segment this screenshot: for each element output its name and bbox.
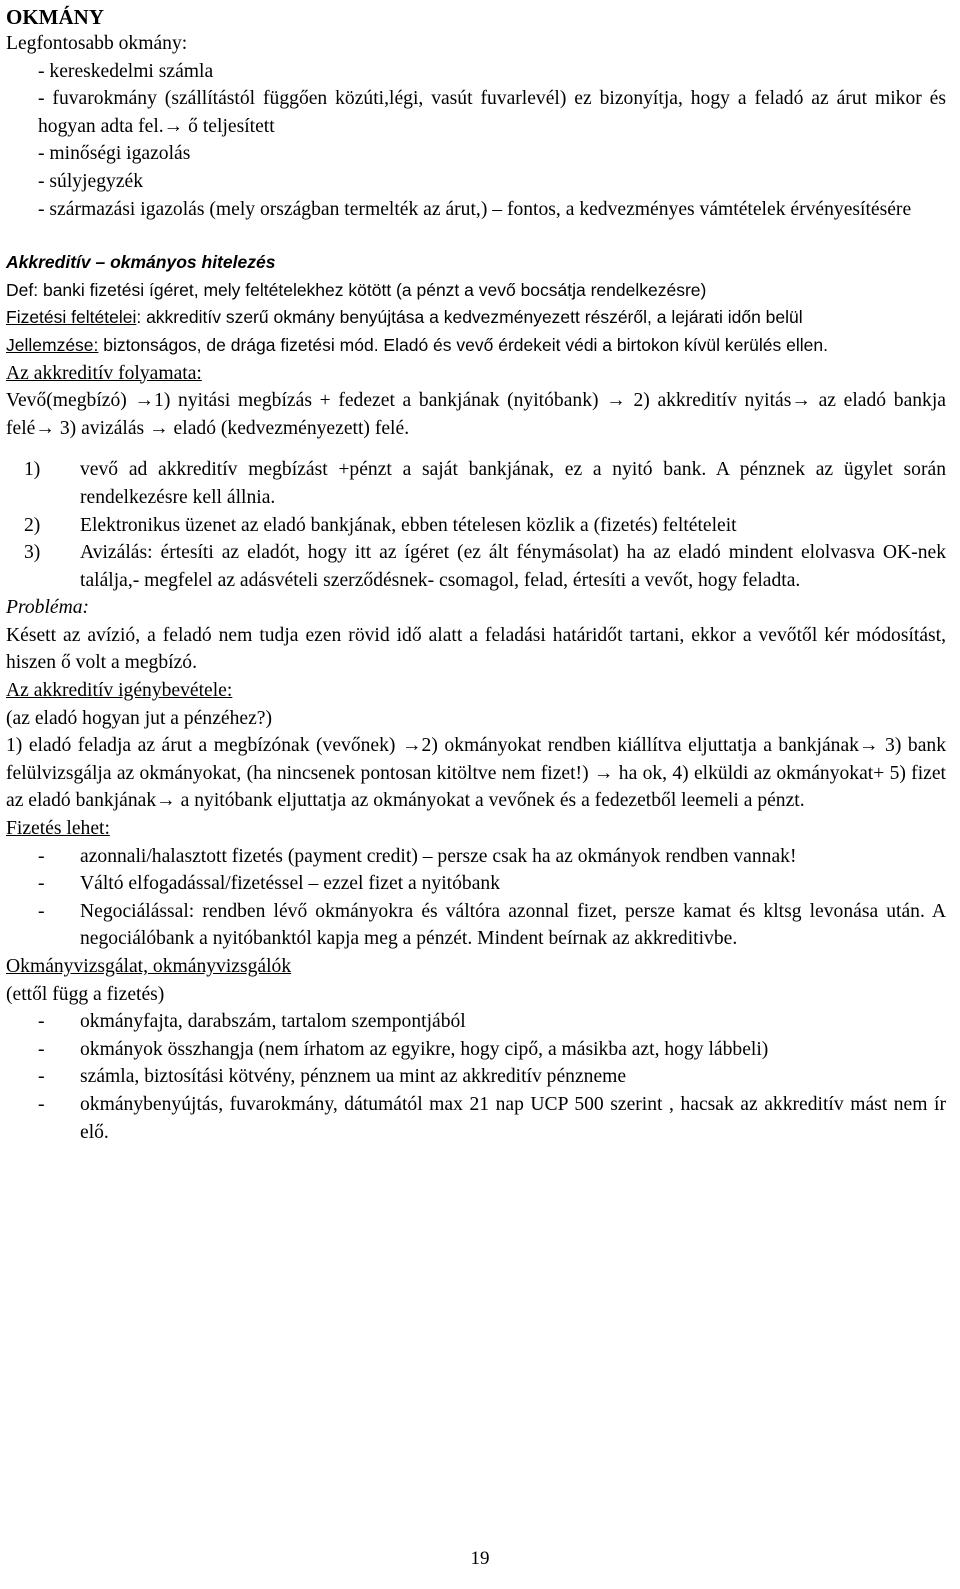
list-item: 3) Avizálás: értesíti az eladót, hogy itt az ígéret (ez ált fénymásolat) ha az eladó mindent elolvasva OK-nek találja,- megfelel az adásvételi szerződésnek- csomagol, felad, értesíti a vevőt, hogy feladta. <box>24 542 946 591</box>
list-item: - okmányok összhangja (nem írhatom az egyikre, hogy cipő, a másikba azt, hogy lábbeli) <box>38 1038 769 1060</box>
list-item: - fuvarokmány (szállítástól függően közúti,légi, vasút fuvarlevél) ez bizonyítja, hogy a feladó az árut mikor és hogyan adta fel.→ ő teljesített <box>38 88 946 137</box>
list-item: - Negociálással: rendben lévő okmányokra és váltóra azonnal fizet, persze kamat és kltsg levonása után. A negociálóbank a nyitóbanktól kapja meg a pénzét. Mindent beírnak az akkreditivbe. <box>38 900 946 950</box>
list-item: - okmánybenyújtás, fuvarokmány, dátumától max 21 nap UCP 500 szerint , hacsak az akkreditív mást nem ír elő. <box>38 1093 946 1143</box>
list-item: - származási igazolás (mely országban termelték az árut,) – fontos, a kedvezményes vámtételek érvényesítésére <box>38 198 912 220</box>
igenybevetel-heading: Az akkreditív igénybevétele: <box>6 680 233 702</box>
list-item: - számla, biztosítási kötvény, pénznem ua mint az akkreditív pénzneme <box>38 1066 627 1088</box>
spacer <box>6 442 946 456</box>
fizetesi-paragraph: Fizetési feltételei: akkreditív szerű okmány benyújtása a kedvezményezett részéről, a lejárati időn belül <box>6 307 803 328</box>
list-item: - okmányfajta, darabszám, tartalom szempontjából <box>38 1011 466 1033</box>
list-item: - kereskedelmi számla <box>38 60 214 82</box>
okmanyvizsgalat-sub: (ettől függ a fizetés) <box>6 983 165 1005</box>
akkreditiv-section <box>6 249 946 359</box>
jellemzese-paragraph: Jellemzése: biztonságos, de drága fizetési mód. Eladó és vevő érdekeit védi a birtokon kívül kerülés ellen. <box>6 334 828 355</box>
steps-list <box>6 456 946 594</box>
igenybevetel-text: 1) eladó feladja az árut a megbízónak (vevőnek) →2) okmányokat rendben kiállítva eljuttatja a bankjának→ 3) bank felülvizsgálja az okmányokat, (ha nincsenek pontosan kitöltve nem fizet!) → ha ok, 4) elküldi az okmányokat+ 5) fizet az eladó bankjának→ a nyitóbank eljuttatja az okmányokat a vevőnek és a fedezetből leemeli a pénzt. <box>6 735 946 812</box>
list-item: - Váltó elfogadással/fizetéssel – ezzel fizet a nyitóbank <box>38 873 500 895</box>
folyamat-heading: Az akkreditív folyamata: <box>6 362 202 384</box>
folyamat-text: Vevő(megbízó) →1) nyitási megbízás + fedezet a bankjának (nyitóbank) → 2) akkreditív nyitás→ az eladó bankja felé→ 3) avizálás → eladó (kedvezményezett) felé. <box>6 390 946 439</box>
page-number: 19 <box>470 1548 490 1569</box>
intro-list <box>6 58 946 224</box>
section-heading: Akkreditív – okmányos hitelezés <box>6 252 276 273</box>
list-item: 1) vevő ad akkreditív megbízást +pénzt a saját bankjának, ez a nyitó bank. A pénznek az ügylet során rendelkezésre kell állnia. <box>24 459 946 508</box>
problema-text: Késett az avízió, a feladó nem tudja ezen rövid idő alatt a feladási határidőt tartani, ekkor a vevőtől kér módosítást, hiszen ő volt a megbízó. <box>6 624 946 674</box>
okmanyvizsgalat-list <box>6 1008 946 1146</box>
fizetes-lehet-heading: Fizetés lehet: <box>6 818 110 840</box>
fizetes-lehet-list <box>6 843 946 953</box>
list-item: 2) Elektronikus üzenet az eladó bankjának, ebben tételesen közlik a (fizetés) feltételeit <box>24 514 737 536</box>
intro-heading: Legfontosabb okmány: <box>6 33 188 54</box>
page-title: OKMÁNY <box>6 5 104 29</box>
definition: Def: banki fizetési ígéret, mely feltételekhez kötött (a pénzt a vevő bocsátja rendelkezésre) <box>6 279 707 300</box>
list-item: - azonnali/halasztott fizetés (payment credit) – persze csak ha az okmányok rendben vannak! <box>38 845 797 867</box>
problema-heading: Probléma: <box>6 597 90 619</box>
spacer <box>6 223 946 249</box>
list-item: - súlyjegyzék <box>38 170 144 192</box>
igenybevetel-sub: (az eladó hogyan jut a pénzéhez?) <box>6 707 272 729</box>
okmanyvizsgalat-heading: Okmányvizsgálat, okmányvizsgálók <box>6 956 292 977</box>
document-page <box>6 4 946 1146</box>
list-item: - minőségi igazolás <box>38 143 191 165</box>
